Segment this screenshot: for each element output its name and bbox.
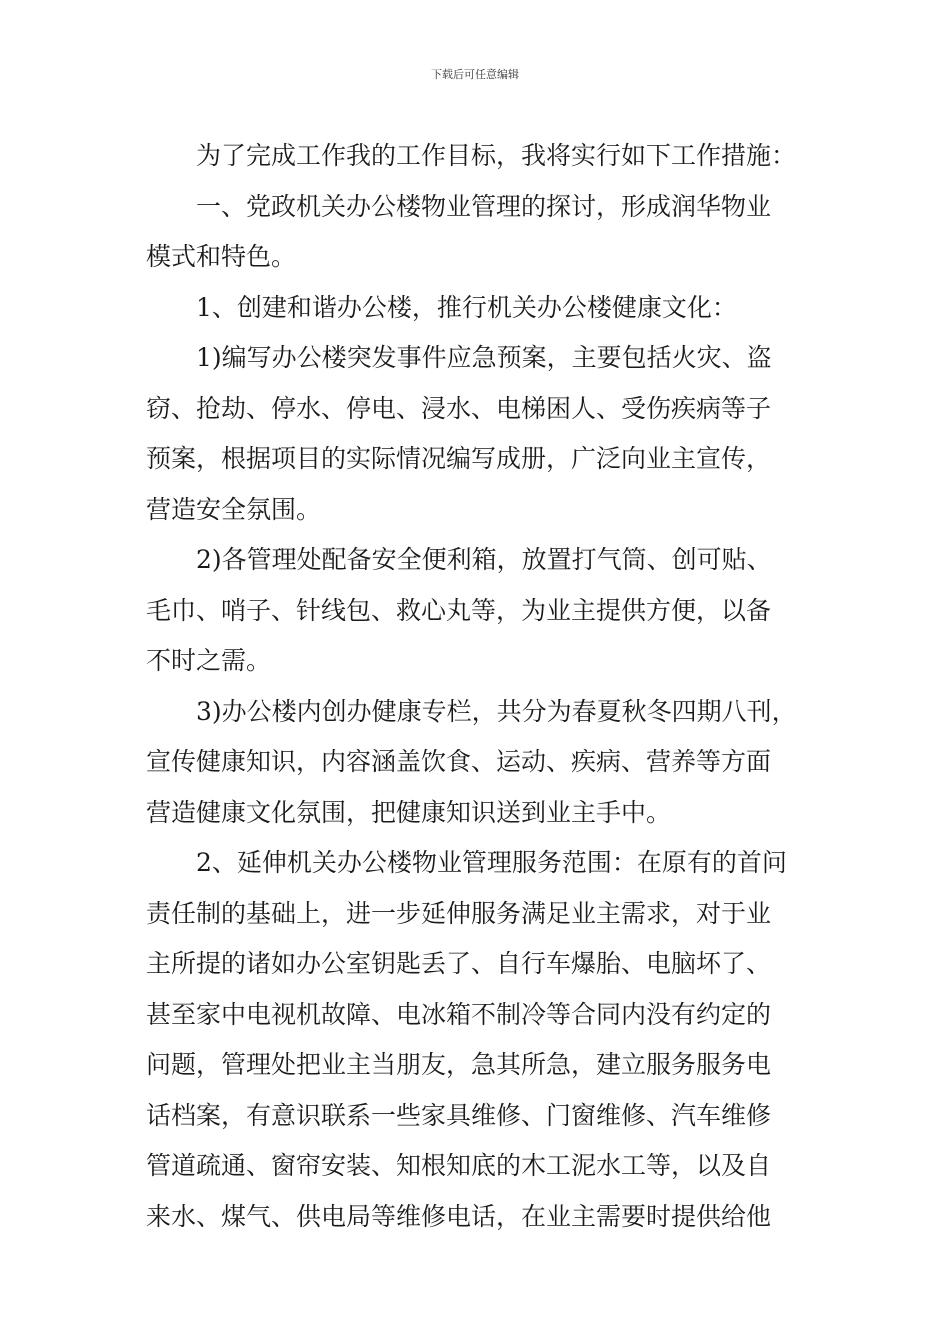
text-line: 责任制的基础上，进一步延伸服务满足业主需求，对于业 bbox=[146, 898, 772, 928]
text-line: 营造安全氛围。 bbox=[146, 494, 322, 524]
page-header: 下载后可任意编辑 bbox=[431, 68, 519, 81]
paragraph-item-1 bbox=[146, 283, 816, 334]
text-line: 毛巾、哨子、针线包、救心丸等，为业主提供方便，以备 bbox=[146, 595, 772, 625]
paragraph-subitem-3 bbox=[146, 687, 816, 839]
document-body bbox=[146, 131, 816, 1242]
text-line: 甚至家中电视机故障、电冰箱不制冷等合同内没有约定的 bbox=[146, 999, 772, 1029]
text-line: 1、创建和谐办公楼，推行机关办公楼健康文化： bbox=[196, 292, 737, 322]
paragraph-section-1 bbox=[146, 182, 816, 283]
text-line: 不时之需。 bbox=[146, 646, 272, 675]
paragraph-subitem-1 bbox=[146, 333, 816, 535]
text-line: 问题，管理处把业主当朋友，急其所急，建立服务服务电 bbox=[146, 1050, 772, 1079]
text-line: 1)编写办公楼突发事件应急预案，主要包括火灾、盗 bbox=[196, 343, 772, 372]
text-line: 一、党政机关办公楼物业管理的探讨，形成润华物业 bbox=[196, 191, 772, 221]
text-line: 营造健康文化氛围，把健康知识送到业主手中。 bbox=[146, 797, 672, 827]
text-line: 为了完成工作我的工作目标，我将实行如下工作措施： bbox=[196, 141, 797, 170]
text-line: 模式和特色。 bbox=[146, 242, 297, 271]
text-line: 主所提的诸如办公室钥匙丢了、自行车爆胎、电脑坏了、 bbox=[146, 949, 772, 978]
text-line: 窃、抢劫、停水、停电、浸水、电梯困人、受伤疾病等子 bbox=[146, 393, 772, 423]
text-line: 宣传健康知识，内容涵盖饮食、运动、疾病、营养等方面 bbox=[146, 747, 772, 776]
paragraph-item-2 bbox=[146, 838, 816, 1242]
text-line: 2、延伸机关办公楼物业管理服务范围：在原有的首问 bbox=[196, 848, 787, 877]
paragraph-subitem-2 bbox=[146, 535, 816, 687]
text-line: 管道疏通、窗帘安装、知根知底的木工泥水工等，以及自 bbox=[146, 1151, 772, 1180]
text-line: 话档案，有意识联系一些家具维修、门窗维修、汽车维修 bbox=[146, 1100, 772, 1130]
text-line: 3)办公楼内创办健康专栏，共分为春夏秋冬四期八刊， bbox=[196, 696, 797, 726]
text-line: 来水、煤气、供电局等维修电话，在业主需要时提供给他 bbox=[146, 1201, 772, 1231]
paragraph-intro bbox=[146, 131, 816, 182]
text-line: 2)各管理处配备安全便利箱，放置打气筒、创可贴、 bbox=[196, 545, 772, 574]
text-line: 预案，根据项目的实际情况编写成册，广泛向业主宣传， bbox=[146, 444, 772, 473]
